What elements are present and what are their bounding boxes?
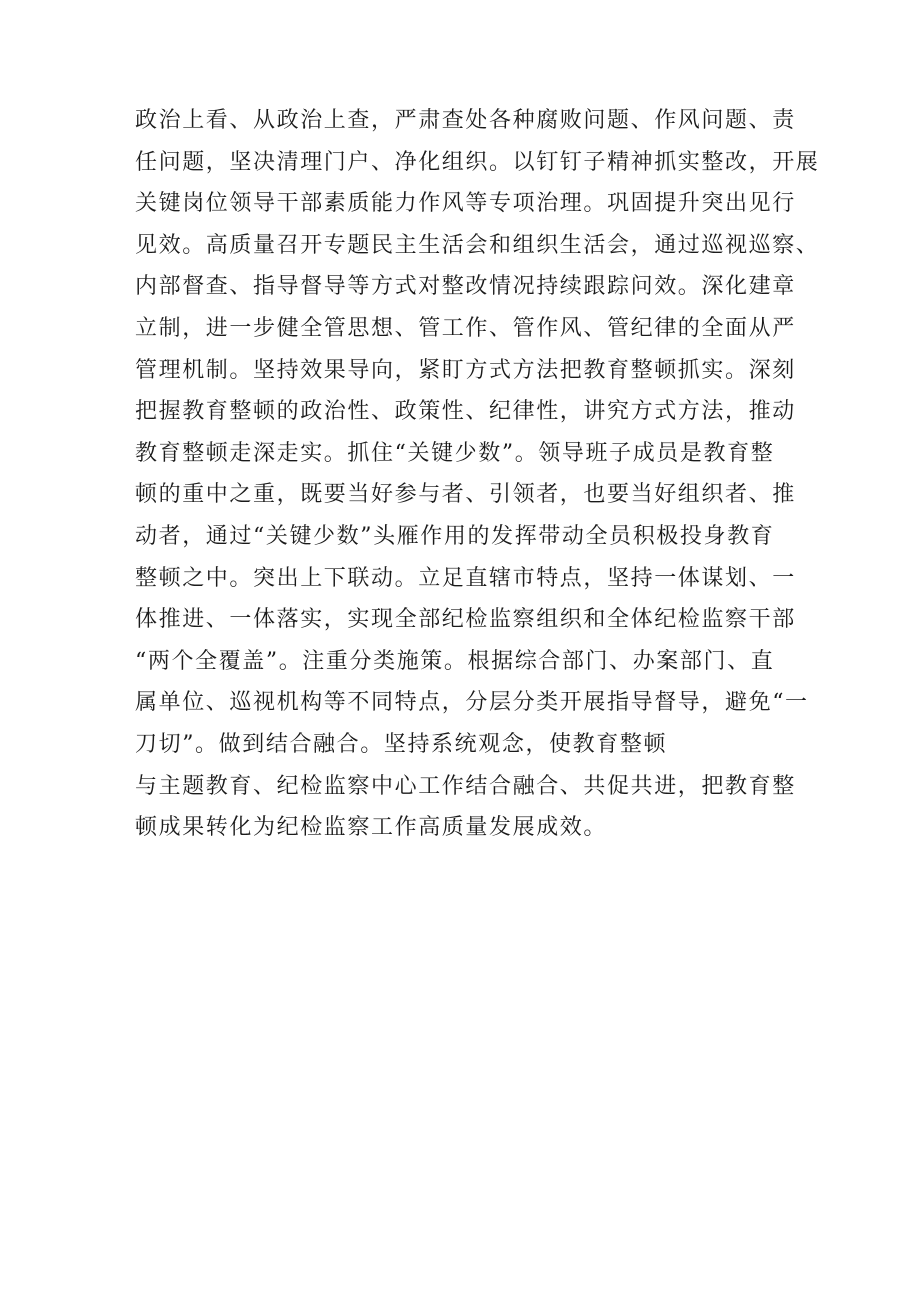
text-line-11: 动者，通过“关键少数”头雁作用的发挥带动全员积极投身教育	[135, 523, 775, 549]
text-line-7: 管理机制。坚持效果导向，紧盯方式方法把教育整顿抓实。深刻	[135, 357, 796, 383]
text-line-12: 整顿之中。突出上下联动。立足直辖市特点，坚持一体谋划、一	[135, 565, 796, 591]
body-text	[135, 100, 825, 849]
text-line-15: 属单位、巡视机构等不同特点，分层分类开展指导督导，避免“一	[135, 690, 809, 716]
text-line-4: 见效。高质量召开专题民主生活会和组织生活会，通过巡视巡察、	[135, 232, 820, 258]
text-line-1: 政治上看、从政治上查，严肃查处各种腐败问题、作风问题、责	[135, 108, 796, 133]
text-line-2: 任问题，坚决清理门户、净化组织。以钉钉子精神抓实整改，开展	[135, 149, 820, 175]
text-line-17: 与主题教育、纪检监察中心工作结合融合、共促共进，把教育整	[135, 773, 796, 799]
text-line-10: 顿的重中之重，既要当好参与者、引领者，也要当好组织者、推	[135, 482, 796, 508]
text-line-16: 刀切”。做到结合融合。坚持系统观念，使教育整顿	[135, 731, 668, 757]
text-line-5: 内部督查、指导督导等方式对整改情况持续跟踪问效。深化建章	[135, 274, 796, 300]
text-line-13: 体推进、一体落实，实现全部纪检监察组织和全体纪检监察干部	[135, 607, 796, 633]
text-line-3: 关键岗位领导干部素质能力作风等专项治理。巩固提升突出见行	[135, 191, 796, 217]
text-line-18: 顿成果转化为纪检监察工作高质量发展成效。	[135, 815, 608, 841]
text-line-9: 教育整顿走深走实。抓住“关键少数”。领导班子成员是教育整	[135, 440, 775, 466]
text-line-8: 把握教育整顿的政治性、政策性、纪律性，讲究方式方法，推动	[135, 399, 796, 425]
text-line-6: 立制，进一步健全管思想、管工作、管作风、管纪律的全面从严	[135, 315, 796, 341]
text-line-14: “两个全覆盖”。注重分类施策。根据综合部门、办案部门、直	[135, 648, 775, 674]
